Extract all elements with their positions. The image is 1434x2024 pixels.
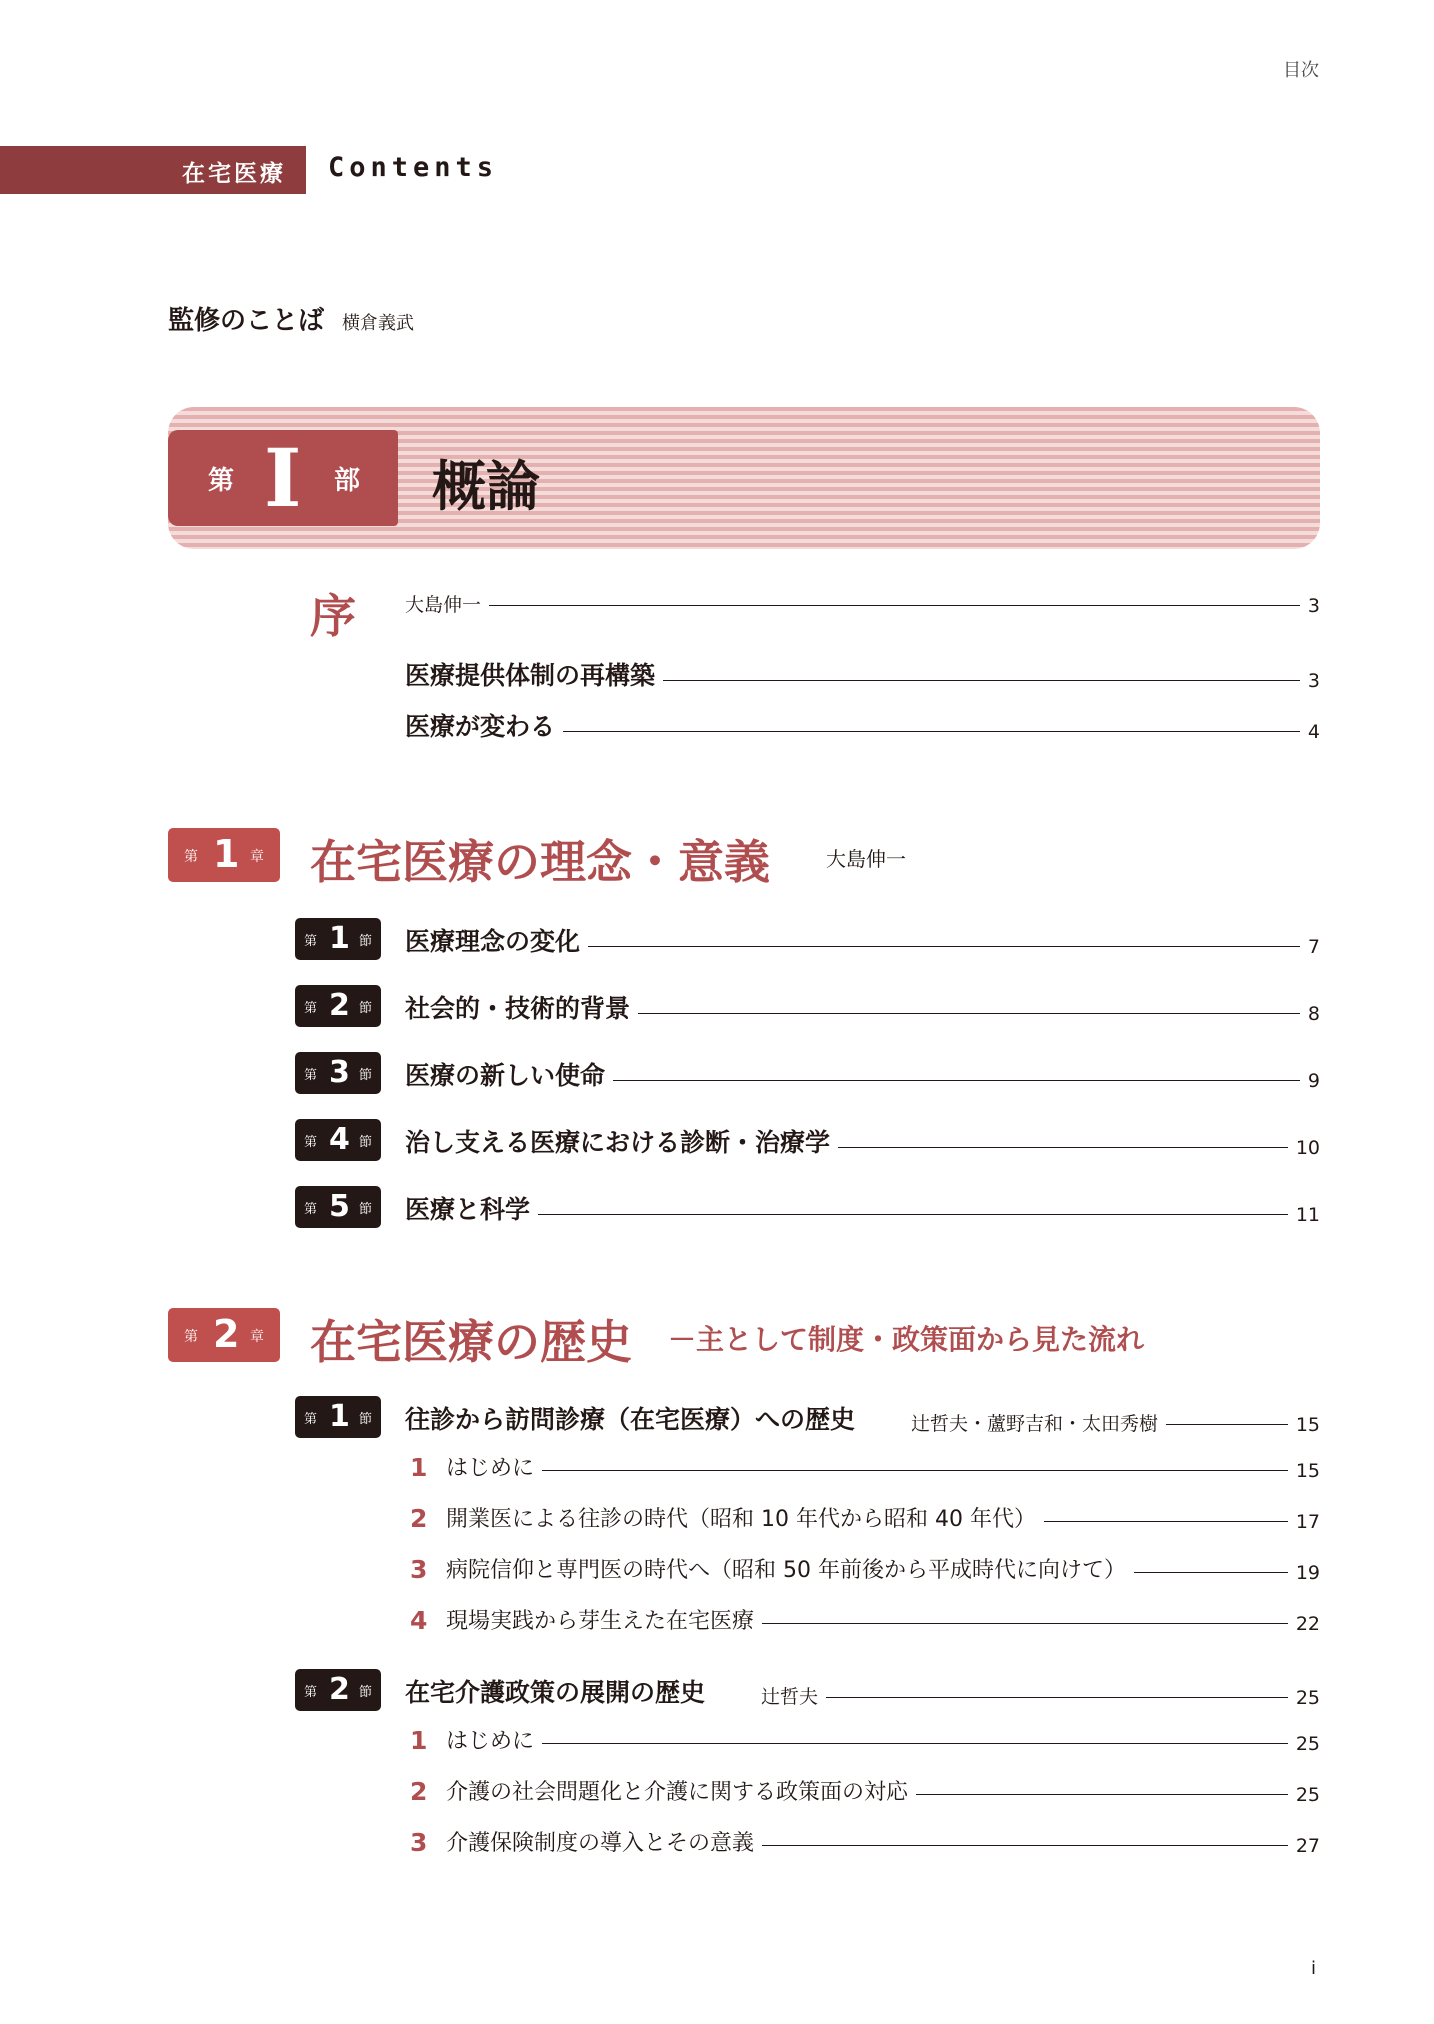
section-number: 4	[329, 1122, 350, 1157]
item-number: 2	[410, 1504, 428, 1533]
section-badge	[295, 1052, 381, 1094]
page-number: 8	[1307, 1003, 1320, 1025]
leader-line	[563, 731, 1300, 732]
supervisor-title: 監修のことば	[168, 306, 325, 336]
section-badge	[295, 1669, 381, 1711]
part-numeral: I	[264, 431, 302, 525]
page-number: 15	[1295, 1414, 1320, 1436]
section-badge	[295, 1396, 381, 1438]
section-suffix: 節	[358, 1001, 372, 1016]
entry-title: 社会的・技術的背景	[405, 994, 631, 1023]
section-prefix: 第	[304, 1412, 318, 1427]
banner-jp-label: 在宅医療	[182, 161, 286, 187]
entry-title: 現場実践から芽生えた在宅医療	[446, 1609, 755, 1634]
section-prefix: 第	[304, 1001, 318, 1016]
entry-title: 介護保険制度の導入とその意義	[446, 1831, 755, 1856]
entry-title: 医療が変わる	[405, 712, 556, 741]
section-number: 5	[329, 1189, 350, 1224]
page-number: 7	[1307, 936, 1320, 958]
entry-title: はじめに	[446, 1456, 535, 1481]
section-badge	[295, 1119, 381, 1161]
toc-entry[interactable]	[405, 1056, 1320, 1092]
item-number: 2	[410, 1777, 428, 1806]
section-number: 1	[329, 1399, 350, 1434]
leader-line	[538, 1214, 1288, 1215]
chapter-prefix: 第	[184, 849, 198, 865]
item-number: 1	[410, 1453, 428, 1482]
item-number: 1	[410, 1726, 428, 1755]
page-folio: i	[1310, 1958, 1316, 1979]
leader-line	[838, 1147, 1288, 1148]
toc-subentry[interactable]	[410, 1553, 1320, 1584]
toc-subentry[interactable]	[410, 1826, 1320, 1857]
supervisor-author: 横倉義武	[342, 313, 415, 334]
chapter-badge	[168, 828, 280, 882]
page-number: 9	[1307, 1070, 1320, 1092]
page-number: 4	[1307, 721, 1320, 743]
toc-entry[interactable]	[405, 1673, 1320, 1709]
entry-title: 往診から訪問診療（在宅医療）への歴史	[405, 1405, 856, 1434]
chapter-prefix: 第	[184, 1329, 198, 1345]
toc-subentry[interactable]	[410, 1451, 1320, 1482]
entry-title: 介護の社会問題化と介護に関する政策面の対応	[446, 1780, 909, 1805]
chapter-title[interactable]: 在宅医療の理念・意義	[310, 835, 770, 889]
toc-entry[interactable]	[405, 1123, 1320, 1159]
section-badge	[295, 918, 381, 960]
item-number: 3	[410, 1828, 428, 1857]
entry-author: 辻哲夫・蘆野吉和・太田秀樹	[911, 1413, 1159, 1435]
leader-line	[1044, 1521, 1288, 1522]
section-number: 2	[329, 988, 350, 1023]
entry-title: 開業医による往診の時代（昭和 10 年代から昭和 40 年代）	[446, 1507, 1036, 1532]
entry-title: 在宅介護政策の展開の歴史	[405, 1678, 706, 1707]
entry-title: 治し支える医療における診断・治療学	[405, 1128, 831, 1157]
section-number: 2	[329, 1672, 350, 1707]
entry-title: はじめに	[446, 1729, 535, 1754]
entry-title: 医療と科学	[405, 1195, 531, 1224]
chapter-number: 2	[213, 1312, 240, 1356]
page-number: 3	[1307, 670, 1320, 692]
page-number: 19	[1295, 1562, 1320, 1584]
page-number: 10	[1295, 1137, 1320, 1159]
section-number: 1	[329, 921, 350, 956]
leader-line	[1134, 1572, 1288, 1573]
toc-entry[interactable]	[405, 1400, 1320, 1436]
leader-line	[638, 1013, 1300, 1014]
toc-entry[interactable]	[405, 989, 1320, 1025]
section-number: 3	[329, 1055, 350, 1090]
entry-author: 辻哲夫	[761, 1686, 819, 1708]
toc-entry[interactable]	[405, 1190, 1320, 1226]
chapter-number: 1	[213, 832, 240, 876]
leader-line	[826, 1697, 1288, 1698]
item-number: 4	[410, 1606, 428, 1635]
chapter-suffix: 章	[250, 1329, 264, 1345]
leader-line	[542, 1470, 1288, 1471]
toc-subentry[interactable]	[410, 1724, 1320, 1755]
toc-entry[interactable]	[405, 922, 1320, 958]
page-number: 27	[1295, 1835, 1320, 1857]
page-number: 22	[1295, 1613, 1320, 1635]
leader-line	[916, 1794, 1288, 1795]
intro-entry[interactable]	[405, 590, 1320, 617]
section-badge	[295, 1186, 381, 1228]
leader-line	[542, 1743, 1288, 1744]
intro-mark: 序	[310, 589, 356, 643]
chapter-author: 大島伸一	[826, 847, 906, 871]
intro-author: 大島伸一	[405, 594, 482, 616]
toc-entry[interactable]	[405, 707, 1320, 743]
section-suffix: 節	[358, 1412, 372, 1427]
toc-subentry[interactable]	[410, 1604, 1320, 1635]
section-badge	[295, 985, 381, 1027]
page-number: 17	[1295, 1511, 1320, 1533]
chapter-subtitle: －主として制度・政策面から見た流れ	[668, 1323, 1145, 1356]
page-number: 15	[1295, 1460, 1320, 1482]
chapter-badge	[168, 1308, 280, 1362]
chapter-title[interactable]: 在宅医療の歴史	[310, 1315, 632, 1369]
section-prefix: 第	[304, 1202, 318, 1217]
section-suffix: 節	[358, 1202, 372, 1217]
section-suffix: 節	[358, 1135, 372, 1150]
page-number: 25	[1295, 1687, 1320, 1709]
item-number: 3	[410, 1555, 428, 1584]
toc-subentry[interactable]	[410, 1502, 1320, 1533]
contents-banner	[0, 146, 306, 194]
supervisor-entry[interactable]	[168, 300, 414, 337]
section-suffix: 節	[358, 934, 372, 949]
part-suffix: 部	[334, 466, 361, 496]
chapter-suffix: 章	[250, 849, 264, 865]
part-number-box	[168, 430, 398, 526]
running-header: 目次	[1283, 60, 1319, 81]
leader-line	[613, 1080, 1300, 1081]
toc-entry[interactable]	[405, 656, 1320, 692]
leader-line	[663, 680, 1300, 681]
leader-line	[762, 1845, 1288, 1846]
leader-line	[588, 946, 1300, 947]
section-prefix: 第	[304, 1685, 318, 1700]
page-number: 3	[1307, 595, 1320, 617]
leader-line	[489, 605, 1300, 606]
section-suffix: 節	[358, 1068, 372, 1083]
toc-subentry[interactable]	[410, 1775, 1320, 1806]
section-prefix: 第	[304, 1068, 318, 1083]
page-number: 11	[1295, 1204, 1320, 1226]
entry-title: 病院信仰と専門医の時代へ（昭和 50 年前後から平成時代に向けて）	[446, 1558, 1126, 1583]
section-suffix: 節	[358, 1685, 372, 1700]
entry-title: 医療の新しい使命	[405, 1061, 606, 1090]
entry-title: 医療提供体制の再構築	[405, 661, 656, 690]
entry-title: 医療理念の変化	[405, 927, 581, 956]
banner-en-label: Contents	[328, 152, 499, 183]
part-prefix: 第	[208, 466, 235, 496]
section-prefix: 第	[304, 1135, 318, 1150]
leader-line	[762, 1623, 1288, 1624]
part-title: 概論	[432, 455, 540, 518]
section-prefix: 第	[304, 934, 318, 949]
leader-line	[1166, 1424, 1288, 1425]
page-number: 25	[1295, 1784, 1320, 1806]
page-number: 25	[1295, 1733, 1320, 1755]
